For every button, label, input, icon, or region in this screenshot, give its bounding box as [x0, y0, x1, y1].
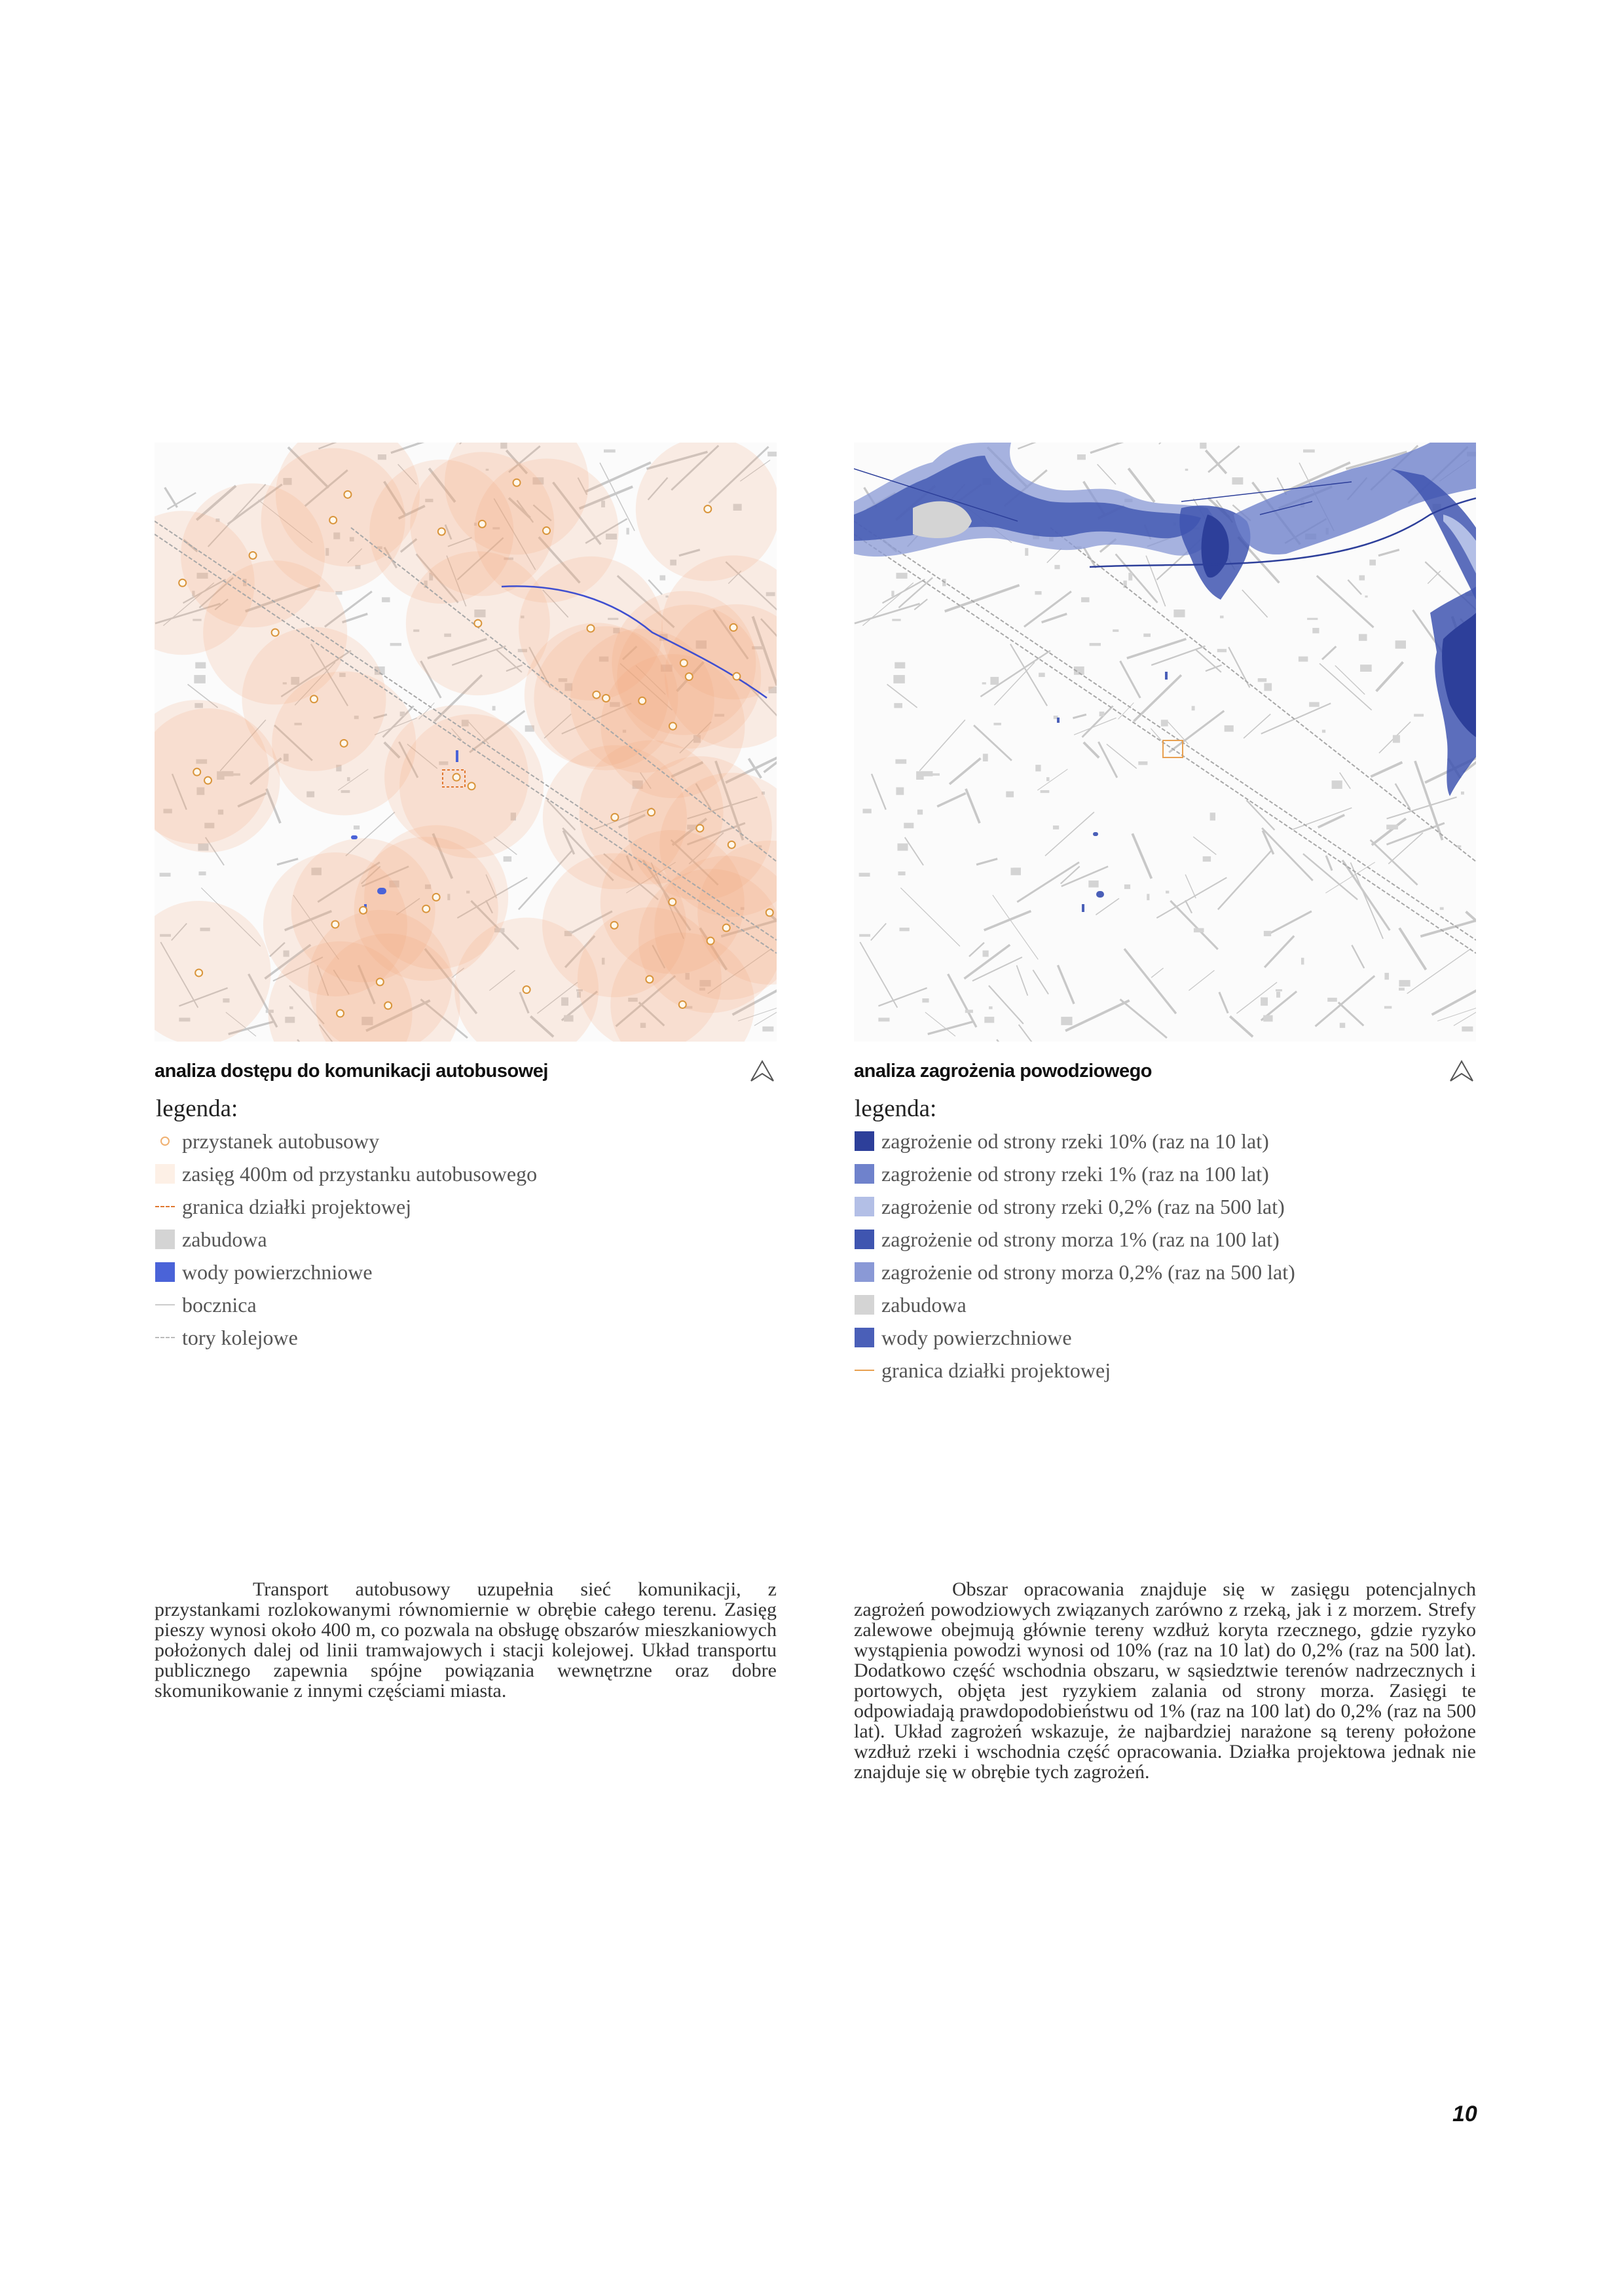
building [1210, 812, 1215, 820]
water-body [456, 750, 458, 762]
building [1220, 615, 1224, 618]
legend-item [155, 1321, 537, 1354]
legend-symbol [155, 1230, 175, 1249]
legend-item [854, 1223, 1295, 1256]
building [1360, 665, 1372, 672]
water-body [377, 888, 386, 894]
bus-stop-marker [648, 809, 655, 816]
building [1327, 998, 1337, 1002]
building [896, 573, 907, 579]
bus-catchment-areas [155, 443, 777, 1042]
building [1399, 988, 1405, 991]
building [1194, 928, 1204, 933]
bus-stop-marker [329, 517, 337, 524]
building [984, 1017, 994, 1023]
water-body [351, 835, 358, 839]
legend-label: przystanek autobusowy [182, 1129, 380, 1153]
building [1359, 575, 1365, 581]
legend-symbol [854, 1370, 875, 1371]
building [1061, 1017, 1072, 1025]
building [989, 1006, 993, 1009]
building [1301, 958, 1304, 965]
building [1192, 706, 1195, 710]
building [1077, 454, 1086, 460]
legend-label: granica działki projektowej [881, 1358, 1111, 1382]
bus-access-map-canvas [155, 443, 777, 1042]
water-body [1082, 904, 1084, 912]
left-description: Transport autobusowy uzupełnia sieć komunikacji, z przystankami rozlokowanymi równomiernie w obrębie całego terenu. Zasięg pieszy wynosi około 400 m, co pozwala na obsługę obszarów mieszkaniowych położonych dalej od linii tramwajowych i stacji kolejowej. Układ transportu publicznego zapewnia spójne powiązania wewnętrzne oraz dobre skomunikowanie z innymi częściami miasta. [155, 1578, 777, 1702]
building [993, 723, 1001, 725]
bus-stop-marker [593, 691, 600, 699]
building [899, 928, 909, 931]
legend-symbol [854, 1164, 875, 1184]
building [1365, 596, 1367, 598]
bus-stop-marker [728, 841, 735, 848]
right-legend-title: legenda: [855, 1095, 937, 1122]
building [1166, 891, 1169, 894]
bus-stop-marker [513, 479, 521, 486]
building [762, 1027, 773, 1032]
building [1128, 573, 1132, 581]
building [1264, 931, 1271, 936]
legend-label: bocznica [182, 1292, 257, 1317]
building [1203, 856, 1211, 862]
legend-item [854, 1157, 1295, 1190]
bus-stop-marker [723, 924, 730, 932]
legend-item [155, 1190, 537, 1223]
bus-stop-marker [341, 740, 348, 747]
legend-symbol [854, 1328, 875, 1347]
legend-item [854, 1321, 1295, 1354]
building [660, 575, 666, 581]
north-arrow-icon [749, 1059, 775, 1083]
left-map-caption: analiza dostępu do komunikacji autobusowej [155, 1061, 548, 1082]
legend-item [854, 1256, 1295, 1288]
bus-stop-marker [195, 969, 202, 976]
building [1258, 678, 1267, 682]
legend-symbol [155, 1304, 175, 1305]
right-map-caption: analiza zagrożenia powodziowego [854, 1061, 1152, 1082]
building [1414, 714, 1424, 716]
legend-symbol [854, 1197, 875, 1216]
bus-stop-marker [272, 629, 279, 636]
legend-label: zabudowa [881, 1292, 967, 1317]
building [354, 826, 360, 829]
building [1456, 845, 1461, 847]
building [1053, 826, 1059, 829]
building [1276, 989, 1282, 991]
bus-stop-marker [331, 920, 339, 928]
bus-stop-marker [179, 579, 186, 587]
water-body [1057, 718, 1060, 723]
building [1006, 792, 1014, 797]
building [626, 528, 629, 534]
building [859, 934, 870, 937]
building [1322, 730, 1325, 733]
building [897, 843, 908, 850]
legend-item [854, 1354, 1295, 1387]
building [898, 871, 905, 875]
building [194, 675, 205, 683]
building [1099, 712, 1105, 716]
legend-label: granica działki projektowej [182, 1194, 412, 1218]
water-body [1093, 832, 1098, 836]
building [1340, 1023, 1345, 1028]
building [382, 597, 390, 602]
building [195, 662, 206, 668]
building [1384, 973, 1389, 979]
bus-stop-marker [669, 898, 676, 905]
building [1124, 884, 1130, 889]
bus-stop-marker [377, 978, 384, 985]
left-legend-title: legenda: [156, 1095, 238, 1122]
building [862, 809, 871, 813]
building [1185, 469, 1189, 471]
bus-stop-marker [474, 620, 481, 627]
legend-item [854, 1190, 1295, 1223]
building [1232, 477, 1243, 484]
building [1200, 443, 1206, 448]
legend-label: wody powierzchniowe [881, 1325, 1072, 1349]
bus-stop-marker [360, 907, 367, 914]
bus-access-map [155, 443, 777, 1042]
building [1113, 629, 1118, 632]
building [1039, 673, 1045, 677]
bus-stop-marker [602, 695, 610, 702]
bus-stop-marker [707, 938, 714, 945]
building [904, 823, 913, 828]
building [198, 871, 206, 875]
building [1054, 565, 1060, 569]
legend-symbol [854, 1131, 875, 1151]
flood-risk-map-canvas [854, 443, 1476, 1042]
building [1035, 765, 1041, 771]
building [1312, 628, 1319, 633]
building [1147, 894, 1149, 900]
building [895, 759, 906, 764]
bus-stop-marker [310, 695, 318, 702]
building [492, 706, 496, 710]
building [1081, 597, 1089, 602]
bus-stop-marker [669, 723, 676, 730]
legend-symbol [155, 1137, 175, 1146]
bus-stop-marker [686, 673, 693, 680]
legend-label: zagrożenie od strony morza 0,2% (raz na 500 lat) [881, 1260, 1295, 1284]
building [1173, 610, 1185, 617]
bus-stop-marker [587, 625, 595, 632]
building [1299, 657, 1308, 662]
building [894, 703, 902, 708]
building [922, 998, 929, 1002]
bus-stop-marker [543, 527, 550, 534]
building [1303, 449, 1315, 452]
bus-stop-marker [438, 528, 445, 535]
building [932, 773, 940, 776]
building [1217, 649, 1227, 652]
building [1261, 997, 1268, 1006]
legend-symbol [155, 1206, 175, 1207]
water-body [1096, 891, 1104, 898]
building [1143, 634, 1151, 637]
building [895, 662, 905, 668]
building [917, 810, 923, 815]
bus-stop-marker [696, 825, 703, 832]
building [892, 619, 900, 621]
legend-symbol [155, 1262, 175, 1282]
building [1088, 881, 1098, 888]
bus-stop-marker [646, 975, 653, 983]
building [1046, 777, 1049, 781]
bus-stop-marker [249, 552, 257, 559]
building [965, 1010, 973, 1013]
building [921, 771, 933, 776]
building [1035, 591, 1041, 594]
north-arrow-icon [1449, 1059, 1475, 1083]
building [1369, 560, 1376, 566]
bus-stop-marker [704, 505, 711, 513]
building [896, 788, 904, 795]
building [1225, 725, 1234, 732]
legend-item [155, 1256, 537, 1288]
legend-label: wody powierzchniowe [182, 1260, 373, 1284]
right-legend [854, 1125, 1295, 1387]
legend-symbol [854, 1295, 875, 1315]
building [504, 856, 511, 862]
bus-stop-marker [680, 659, 688, 666]
legend-label: tory kolejowe [182, 1325, 298, 1349]
building [1309, 702, 1320, 706]
legend-item [155, 1157, 537, 1190]
building [983, 951, 989, 957]
bus-stop-marker [433, 894, 440, 901]
building [1264, 683, 1272, 691]
building [859, 873, 870, 877]
building [1440, 907, 1444, 910]
bus-stop-marker [733, 673, 740, 680]
bus-stop-marker [730, 624, 737, 631]
legend-symbol [155, 1164, 175, 1184]
bus-stop-marker [422, 905, 430, 913]
legend-symbol [854, 1230, 875, 1249]
building [1010, 867, 1020, 875]
water-body [1165, 672, 1168, 680]
building [1276, 992, 1280, 998]
building [1384, 1006, 1392, 1009]
bus-stop-marker [679, 1001, 686, 1008]
building [604, 449, 616, 452]
building [1090, 643, 1101, 646]
legend-item [155, 1223, 537, 1256]
bus-stop-marker [523, 986, 530, 993]
building [983, 754, 988, 761]
bus-stop-marker [453, 774, 460, 781]
building [1462, 1027, 1473, 1032]
building [1359, 634, 1367, 640]
legend-label: zasięg 400m od przystanku autobusowego [182, 1161, 538, 1186]
building [982, 682, 986, 684]
legend-label: zagrożenie od strony rzeki 0,2% (raz na 500 lat) [881, 1194, 1285, 1218]
bus-stop-marker [479, 520, 486, 528]
building [1138, 761, 1147, 765]
building [878, 1018, 889, 1022]
building [1041, 790, 1050, 793]
bus-stop-marker [611, 814, 618, 821]
page-number: 10 [1452, 2102, 1477, 2126]
building [1332, 780, 1342, 789]
bus-stop-marker [468, 782, 475, 790]
bus-stop-marker [638, 697, 646, 704]
legend-item [854, 1125, 1295, 1157]
right-description: Obszar opracowania znajduje się w zasięgu potencjalnych zagrożeń powodziowych związanych zarówno z rzeką, jak i z morzem. Strefy zalewowe obejmują głównie tereny wzdłuż koryta rzecznego, gdzie ryzyko wystąpienia powodzi wynosi od 10% (raz na 10 lat) do 0,2% (raz na 500 lat). Dodatkowo część wschodnia obszaru, w sąsiedztwie terenów nadrzecznych i portowych, objęta jest ryzykiem zalania od strony morza. Zasięgi te odpowiadają prawdopodobieństwu od 1% (raz na 100 lat) do 0,2% (raz na 500 lat). Układ zagrożeń wskazuje, że najbardziej narażone są tereny położone wzdłuż rzeki i wschodnia część opracowania. Działka projektowa jednak nie znajduje się w obrębie tych zagrożeń. [854, 1578, 1476, 1783]
building [1393, 735, 1400, 743]
building [1461, 792, 1464, 795]
legend-label: zabudowa [182, 1227, 267, 1251]
building [990, 677, 999, 685]
building [1399, 980, 1410, 987]
bus-stop-marker [193, 769, 200, 776]
bus-stop-marker [204, 777, 212, 784]
legend-label: zagrożenie od strony rzeki 1% (raz na 100 lat) [881, 1161, 1269, 1186]
bus-stop-marker [344, 491, 351, 498]
building [1307, 618, 1318, 620]
legend-symbol [854, 1262, 875, 1282]
legend-item [155, 1288, 537, 1321]
building [891, 591, 894, 596]
bus-stop-marker [611, 922, 618, 929]
legend-symbol [155, 1337, 175, 1338]
bus-stop-marker [384, 1002, 392, 1009]
bus-stop-marker [766, 909, 773, 916]
building [160, 873, 171, 877]
building [1263, 1015, 1272, 1022]
legend-label: zagrożenie od strony morza 1% (raz na 100 lat) [881, 1227, 1280, 1251]
bus-stop-marker [337, 1010, 344, 1017]
flood-risk-map [854, 443, 1476, 1042]
building [1395, 640, 1406, 649]
legend-item [155, 1125, 537, 1157]
legend-label: zagrożenie od strony rzeki 10% (raz na 10 lat) [881, 1129, 1269, 1153]
legend-item [854, 1288, 1295, 1321]
building [1386, 825, 1398, 829]
building [767, 452, 777, 456]
left-legend [155, 1125, 537, 1354]
building [1025, 548, 1028, 556]
building [893, 675, 904, 683]
building [390, 643, 401, 646]
building [1161, 720, 1168, 726]
